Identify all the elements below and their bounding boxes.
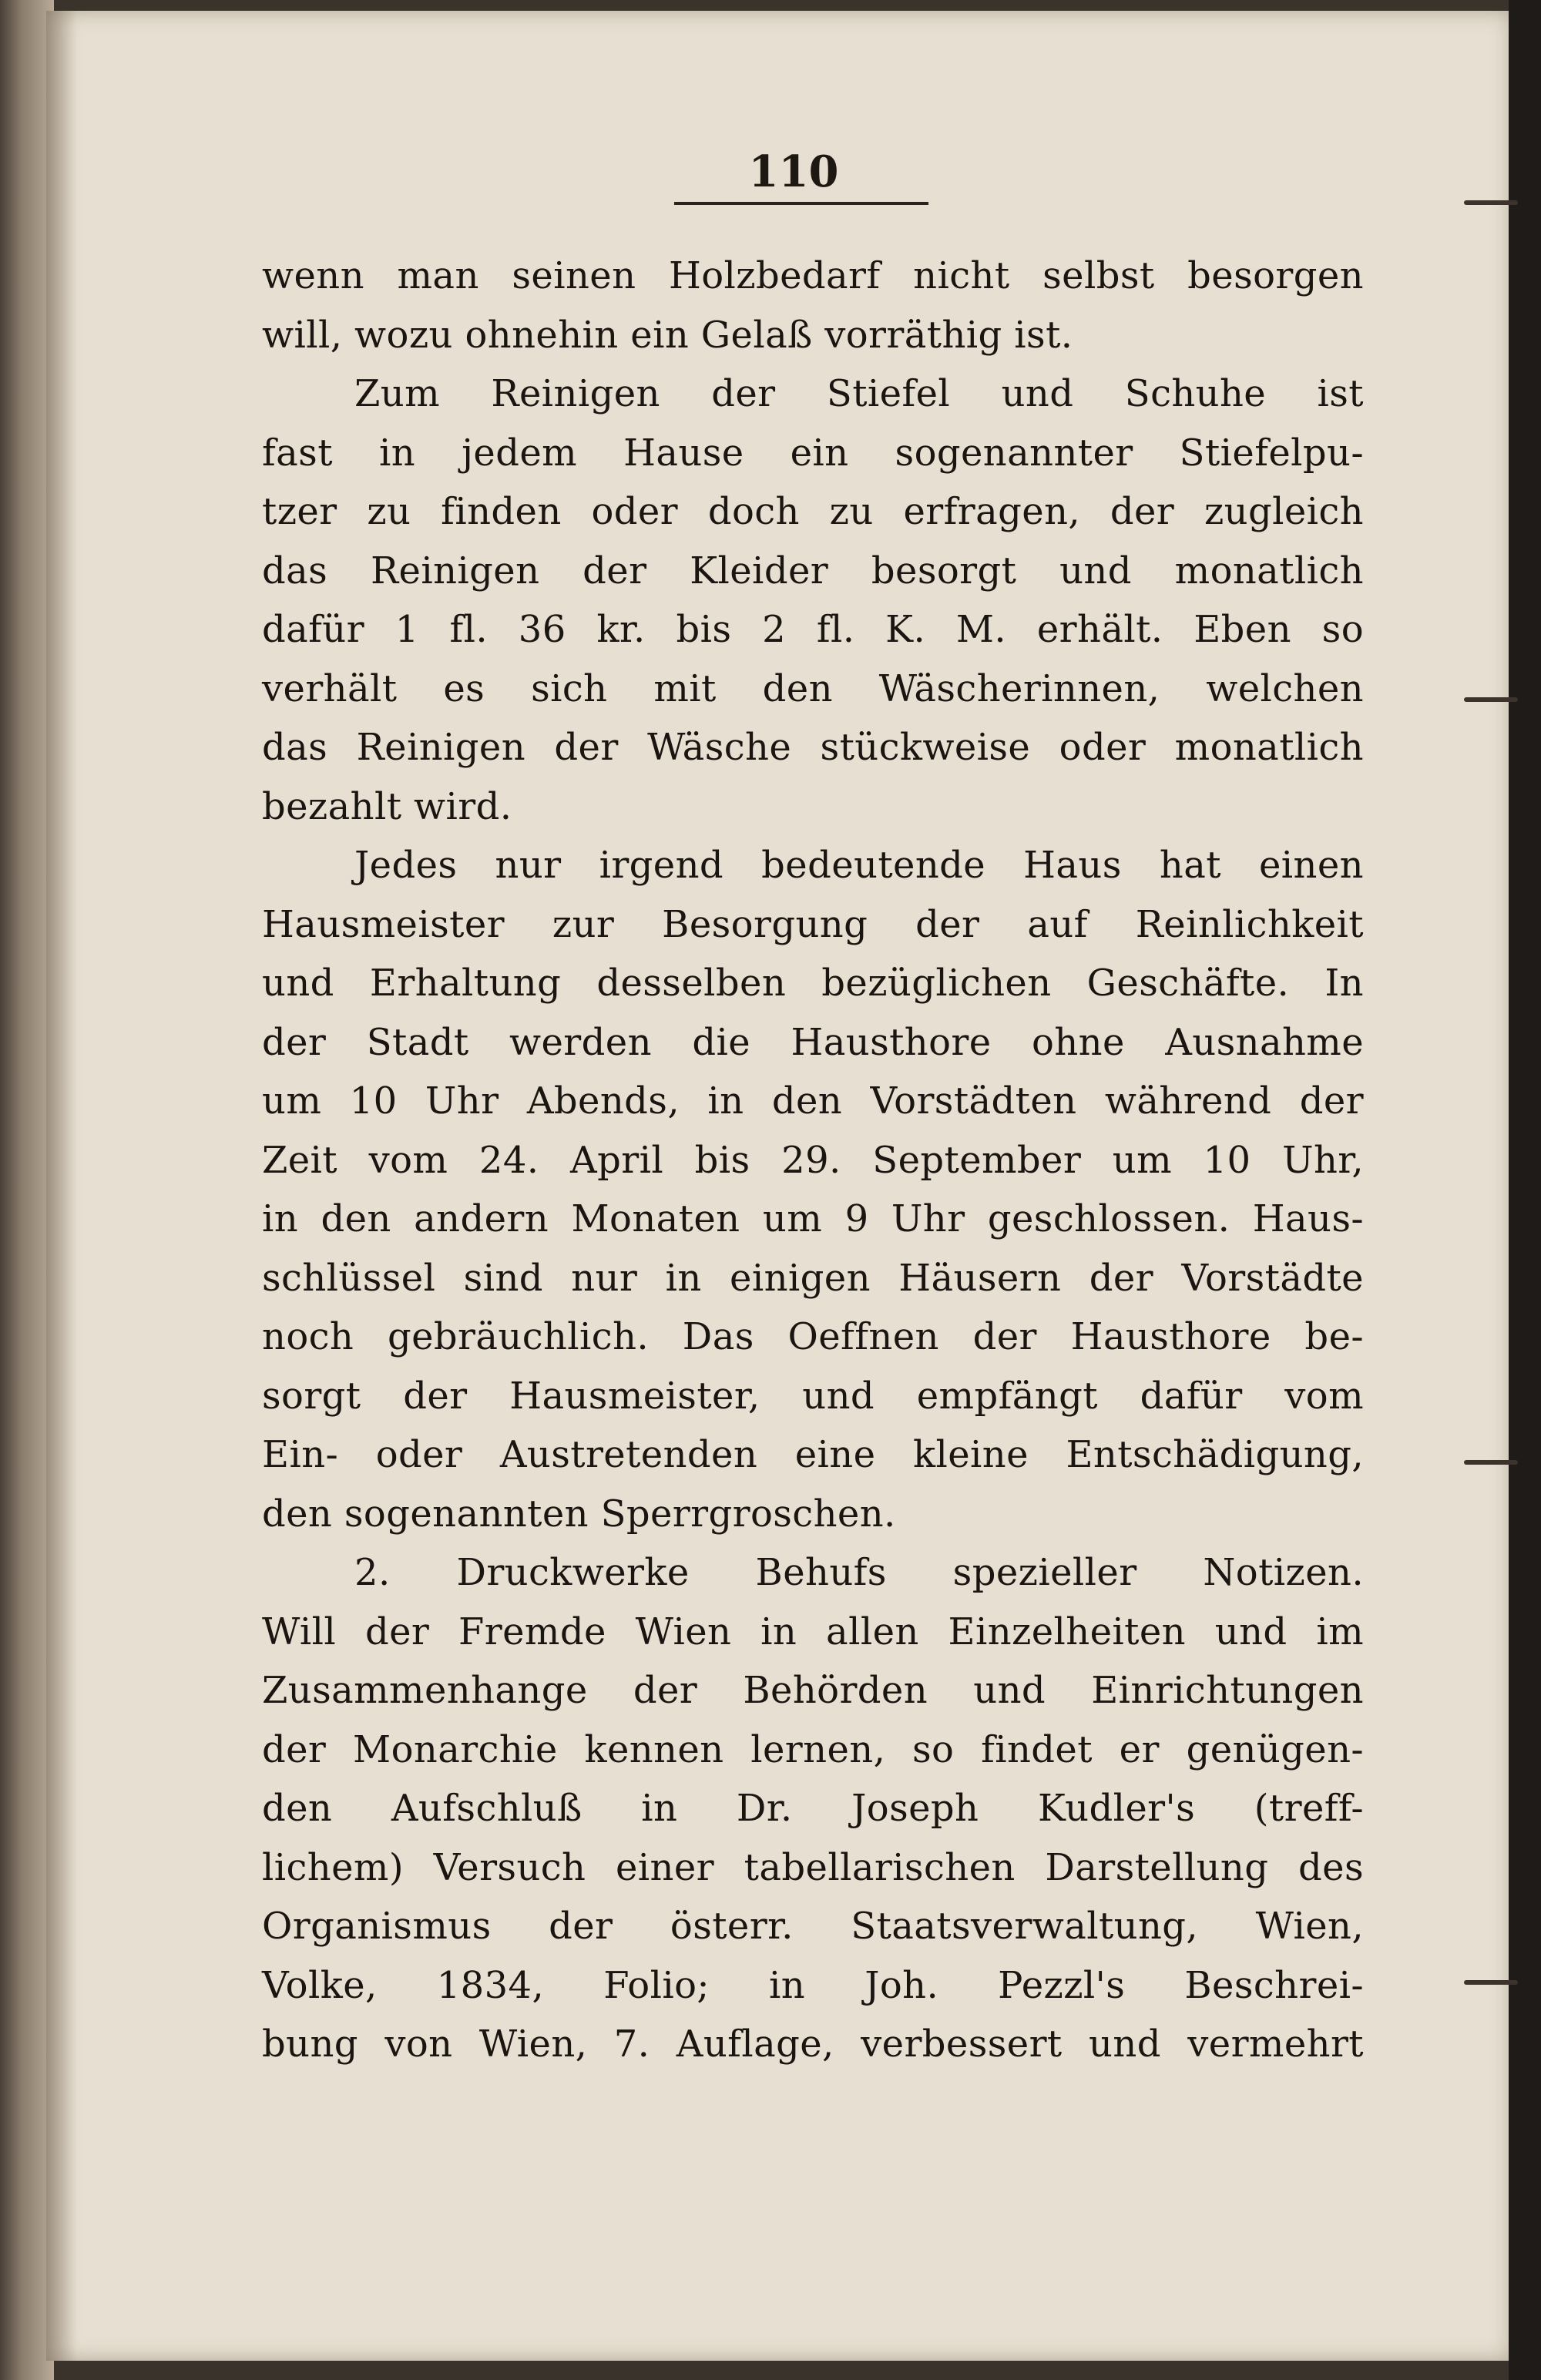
binding-thread [1464, 1460, 1518, 1465]
text-line: verhält es sich mit den Wäscherinnen, welchen [262, 666, 1364, 710]
text-line: Organismus der österr. Staatsverwaltung, Wien, [262, 1905, 1364, 1948]
body-text [262, 247, 1364, 2074]
text-line: und Erhaltung desselben bezüglichen Geschäfte. In [262, 962, 1364, 1005]
text-line: den sogenannten Sperrgroschen. [262, 1492, 896, 1536]
text-line: Jedes nur irgend bedeutende Haus hat einen [354, 844, 1364, 887]
text-line: um 10 Uhr Abends, in den Vorstädten während der [262, 1079, 1364, 1123]
binding-thread [1464, 200, 1518, 205]
text-line: der Stadt werden die Hausthore ohne Ausnahme [262, 1020, 1364, 1064]
binding-thread [1464, 1980, 1518, 1985]
text-line: Ein- oder Austretenden eine kleine Entschädigung, [262, 1433, 1364, 1476]
right-binding-edge [1509, 0, 1541, 2380]
text-line: lichem) Versuch einer tabellarischen Darstellung des [262, 1845, 1364, 1889]
text-line: fast in jedem Hause ein sogenannter Stiefelpu- [262, 431, 1364, 475]
text-line: Zum Reinigen der Stiefel und Schuhe ist [354, 372, 1364, 415]
text-line: der Monarchie kennen lernen, so findet er genügen- [262, 1727, 1364, 1771]
gutter-shadow [46, 11, 77, 2361]
text-line: bezahlt wird. [262, 784, 512, 828]
text-line: bung von Wien, 7. Auflage, verbessert und vermehrt [262, 2022, 1364, 2066]
text-line: in den andern Monaten um 9 Uhr geschlossen. Haus- [262, 1197, 1364, 1240]
text-line: Hausmeister zur Besorgung der auf Reinlichkeit [262, 902, 1364, 946]
text-line: Volke, 1834, Folio; in Joh. Pezzl's Beschrei- [262, 1963, 1364, 2007]
text-line: sorgt der Hausmeister, und empfängt dafür vom [262, 1374, 1364, 1418]
text-line: dafür 1 fl. 36 kr. bis 2 fl. K. M. erhält. Eben so [262, 608, 1364, 651]
text-line: schlüssel sind nur in einigen Häusern der Vorstädte [262, 1256, 1364, 1300]
text-line: wenn man seinen Holzbedarf nicht selbst besorgen [262, 254, 1364, 297]
text-line: 2. Druckwerke Behufs spezieller Notizen. [354, 1551, 1364, 1594]
text-line: noch gebräuchlich. Das Oeffnen der Hausthore be- [262, 1315, 1364, 1358]
page-number: 110 [748, 146, 839, 197]
text-line: das Reinigen der Wäsche stückweise oder monatlich [262, 726, 1364, 769]
text-line: den Aufschluß in Dr. Joseph Kudler's (treff- [262, 1787, 1364, 1830]
header-rule [674, 202, 928, 205]
text-line: das Reinigen der Kleider besorgt und monatlich [262, 549, 1364, 592]
text-line: tzer zu finden oder doch zu erfragen, der zugleich [262, 490, 1364, 533]
text-line: Will der Fremde Wien in allen Einzelheiten und im [262, 1610, 1364, 1653]
text-line: Zusammenhange der Behörden und Einrichtungen [262, 1669, 1364, 1712]
text-line: will, wozu ohnehin ein Gelaß vorräthig ist. [262, 313, 1073, 357]
binding-thread [1464, 697, 1518, 702]
text-line: Zeit vom 24. April bis 29. September um 10 Uhr, [262, 1138, 1364, 1182]
